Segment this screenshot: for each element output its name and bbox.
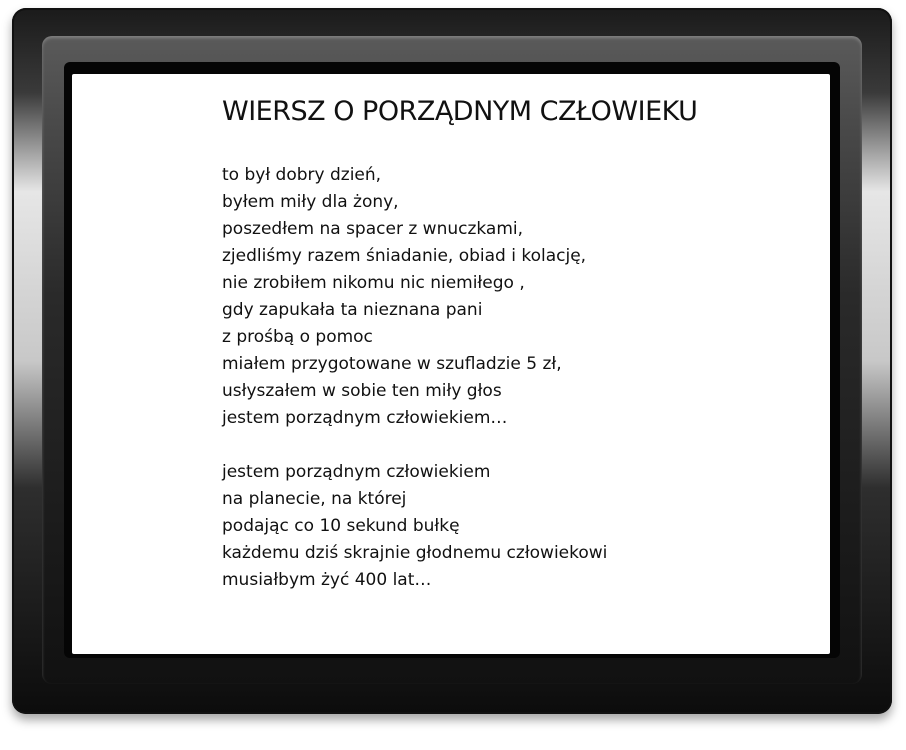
poem-line: musiałbym żyć 400 lat…	[222, 570, 432, 590]
poem-line: to był dobry dzień,	[222, 165, 382, 185]
poem-line: miałem przygotowane w szufladzie 5 zł,	[222, 354, 562, 374]
stanza-break	[222, 432, 607, 459]
poem-line: jestem porządnym człowiekiem…	[222, 408, 508, 428]
poem-line: gdy zapukała ta nieznana pani	[222, 300, 483, 320]
poem-line: poszedłem na spacer z wnuczkami,	[222, 219, 524, 239]
poem-line: usłyszałem w sobie ten miły głos	[222, 381, 502, 401]
poem-line: byłem miły dla żony,	[222, 192, 399, 212]
poem-line: jestem porządnym człowiekiem	[222, 462, 491, 482]
poem-line: zjedliśmy razem śniadanie, obiad i kolację,	[222, 246, 587, 266]
poem-line: na planecie, na której	[222, 489, 407, 509]
poem-line: nie zrobiłem nikomu nic niemiłego ,	[222, 273, 525, 293]
poem-line: każdemu dziś skrajnie głodnemu człowiekowi	[222, 543, 608, 563]
poem-line: z prośbą o pomoc	[222, 327, 373, 347]
poem-body	[222, 162, 607, 594]
poem-line: podając co 10 sekund bułkę	[222, 516, 460, 536]
poem-title: WIERSZ O PORZĄDNYM CZŁOWIEKU	[222, 96, 698, 127]
